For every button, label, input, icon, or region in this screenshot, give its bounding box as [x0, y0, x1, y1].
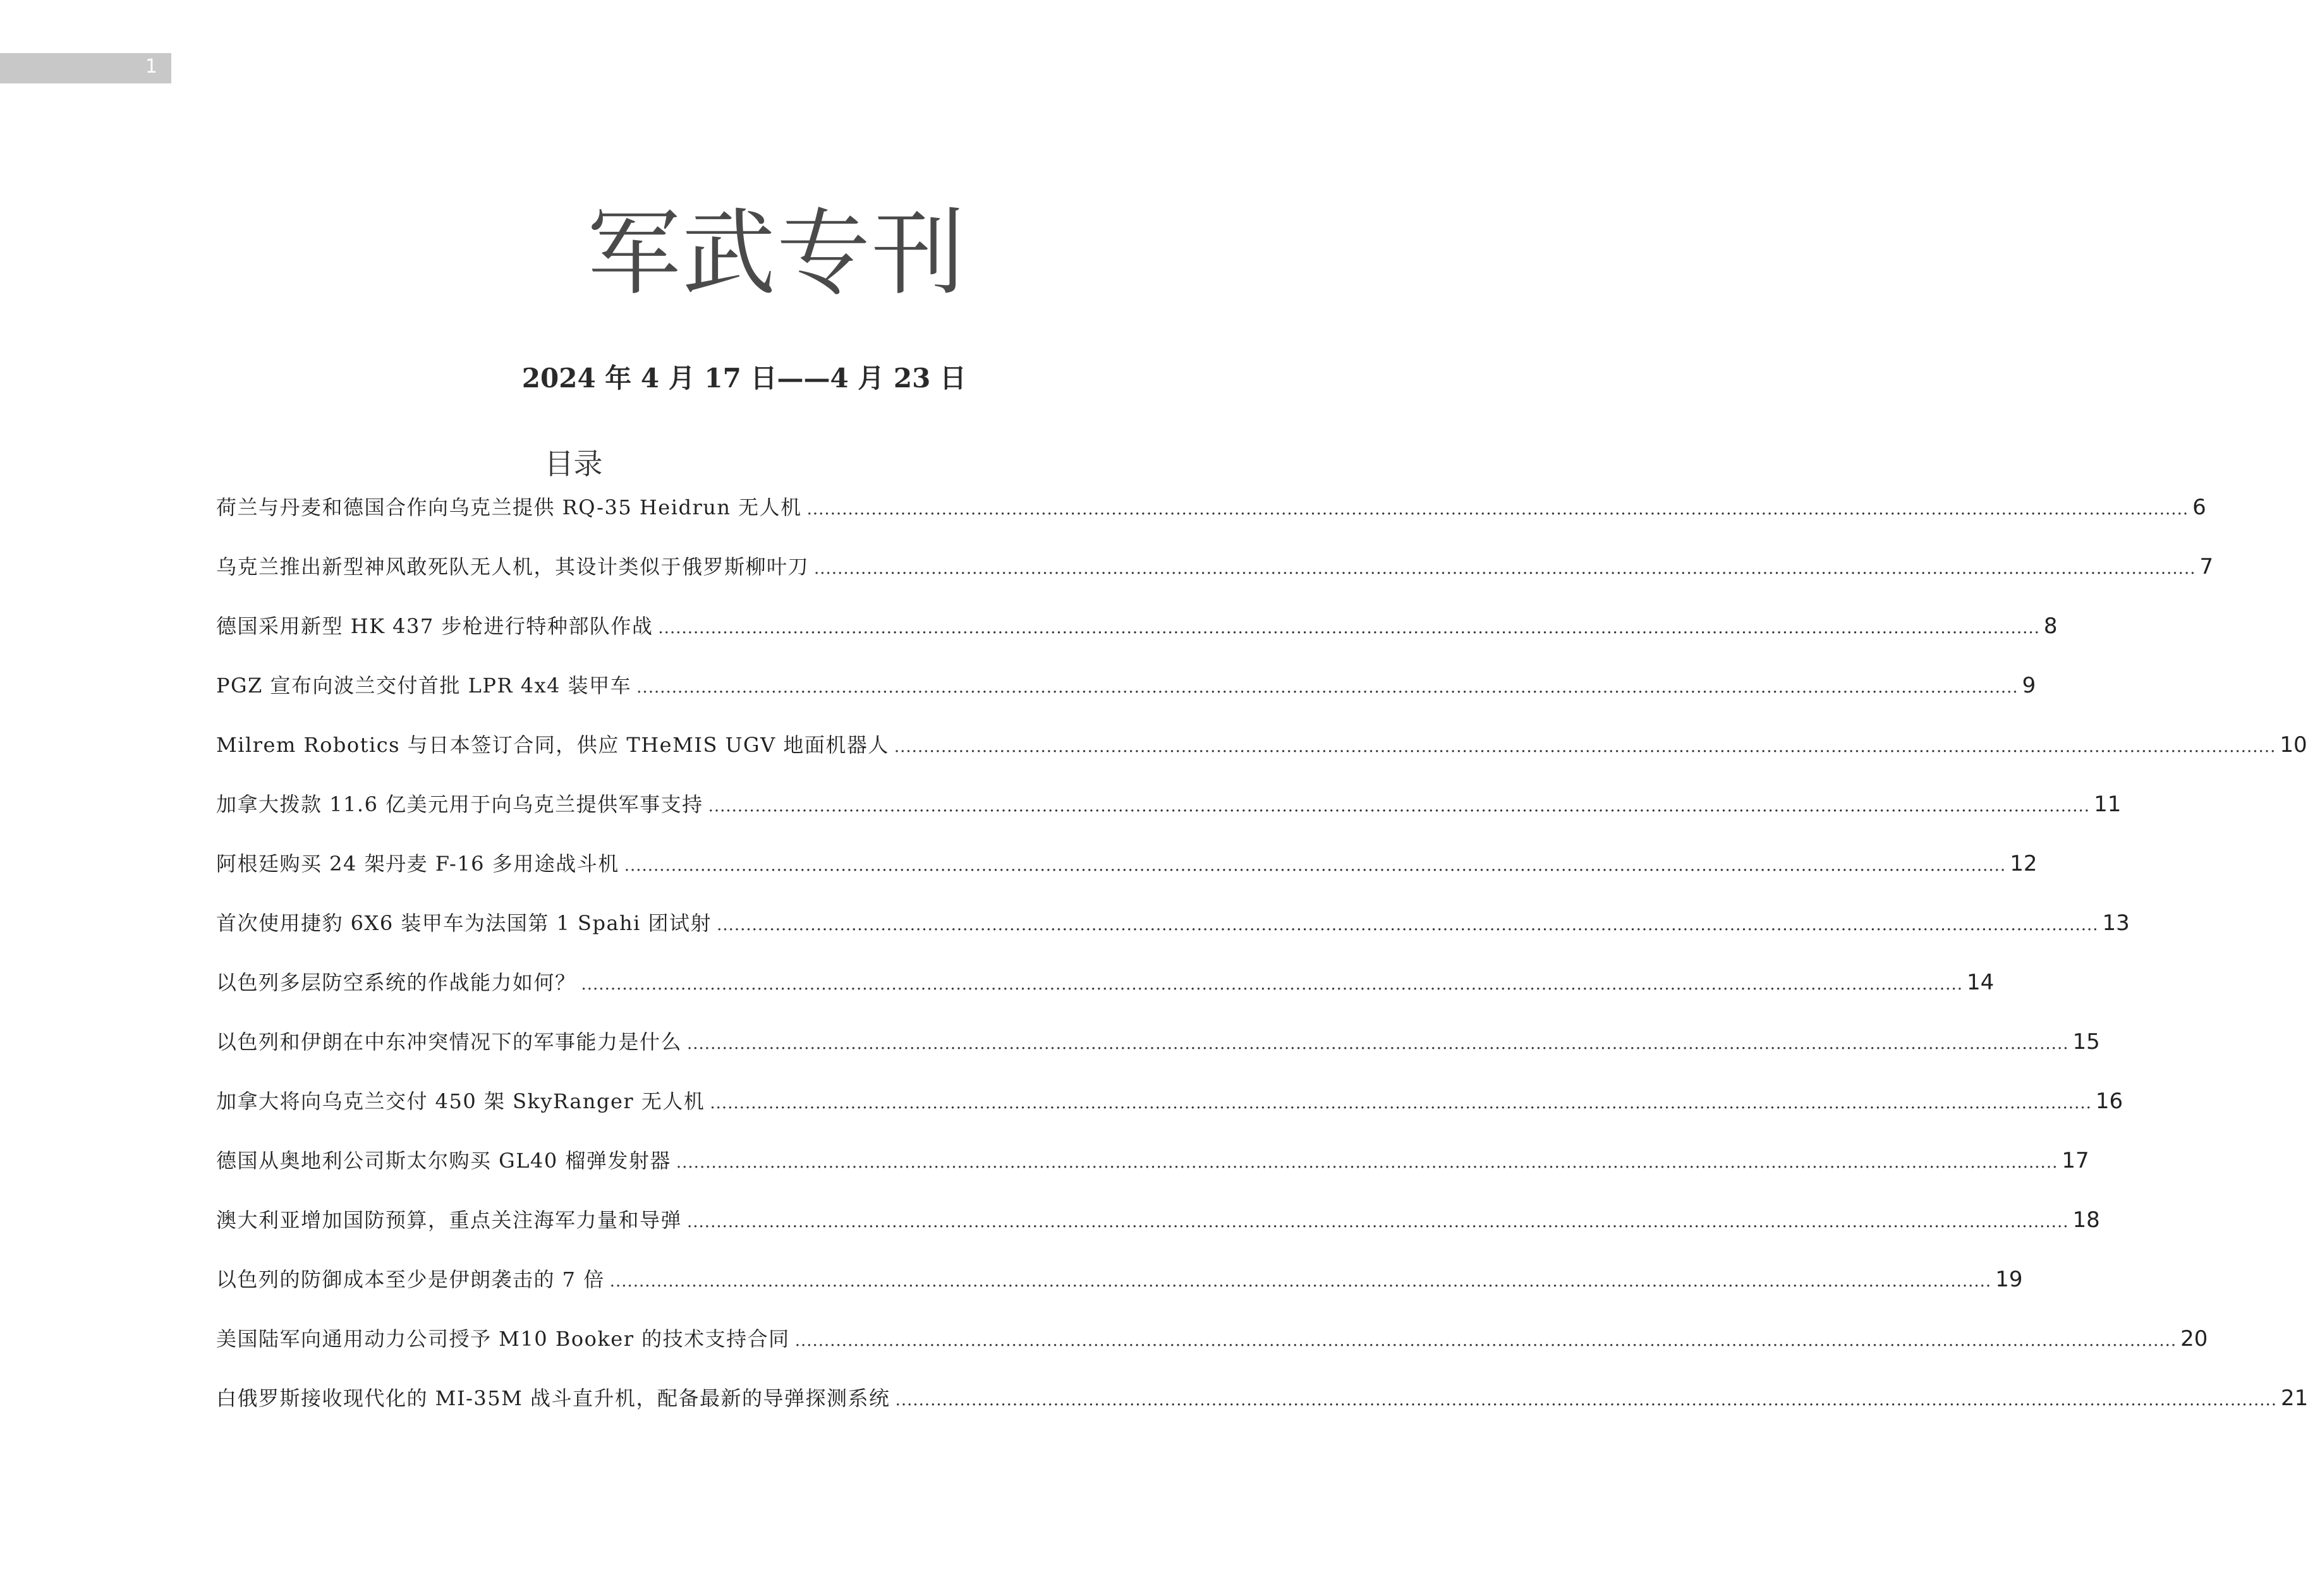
toc-entry[interactable] — [216, 1085, 2123, 1145]
toc-entry[interactable] — [216, 848, 2038, 907]
table-of-contents — [216, 492, 2308, 1442]
toc-entry-title: 美国陆军向通用动力公司授予 M10 Booker 的技术支持合同 — [216, 1327, 790, 1351]
toc-entry[interactable] — [216, 907, 2130, 967]
toc-leader-dots — [814, 559, 2196, 578]
page-number: 1 — [145, 56, 157, 78]
toc-entry-page: 15 — [2072, 1029, 2100, 1055]
toc-leader-dots — [581, 975, 1963, 994]
toc-heading: 目录 — [544, 447, 603, 481]
toc-leader-dots — [624, 856, 2006, 875]
toc-entry-page: 21 — [2281, 1386, 2308, 1411]
toc-entry-page: 17 — [2062, 1148, 2089, 1173]
toc-leader-dots — [717, 916, 2098, 934]
toc-entry-page: 12 — [2010, 851, 2038, 876]
toc-leader-dots — [687, 1034, 2068, 1053]
toc-leader-dots — [610, 1272, 1991, 1291]
toc-entry-title: 德国从奥地利公司斯太尔购买 GL40 榴弹发射器 — [216, 1149, 671, 1173]
toc-entry[interactable] — [216, 789, 2122, 848]
toc-entry-title: 以色列和伊朗在中东冲突情况下的军事能力是什么 — [216, 1030, 683, 1054]
toc-entry-title: Milrem Robotics 与日本签订合同，供应 THeMIS UGV 地面机器人 — [216, 733, 889, 757]
toc-entry-page: 8 — [2043, 614, 2058, 639]
toc-entry-title: 白俄罗斯接收现代化的 MI-35M 战斗直升机，配备最新的导弹探测系统 — [216, 1386, 890, 1410]
toc-entry-page: 6 — [2192, 495, 2206, 520]
toc-entry-page: 20 — [2180, 1326, 2208, 1351]
toc-leader-dots — [896, 1391, 2277, 1410]
toc-entry[interactable] — [216, 492, 2206, 551]
toc-entry-title: 德国采用新型 HK 437 步枪进行特种部队作战 — [216, 614, 653, 638]
toc-entry[interactable] — [216, 967, 1995, 1026]
toc-entry[interactable] — [216, 1145, 2089, 1204]
toc-entry-title: 乌克兰推出新型神风敢死队无人机，其设计类似于俄罗斯柳叶刀 — [216, 555, 810, 579]
toc-entry-title: 阿根廷购买 24 架丹麦 F-16 多用途战斗机 — [216, 852, 619, 876]
toc-entry-title: 澳大利亚增加国防预算，重点关注海军力量和导弹 — [216, 1208, 683, 1232]
toc-leader-dots — [687, 1212, 2068, 1231]
toc-entry[interactable] — [216, 1026, 2100, 1085]
toc-entry-page: 14 — [1966, 970, 1995, 995]
toc-entry[interactable] — [216, 729, 2307, 789]
toc-entry-page: 11 — [2094, 792, 2122, 817]
toc-entry-page: 9 — [2022, 673, 2036, 698]
toc-leader-dots — [795, 1331, 2177, 1350]
toc-entry[interactable] — [216, 1204, 2100, 1264]
toc-leader-dots — [807, 500, 2189, 519]
toc-leader-dots — [708, 797, 2090, 816]
toc-entry-page: 13 — [2102, 910, 2130, 936]
toc-entry-title: 以色列多层防空系统的作战能力如何？ — [216, 970, 576, 994]
toc-entry[interactable] — [216, 551, 2214, 610]
toc-entry-title: 加拿大将向乌克兰交付 450 架 SkyRanger 无人机 — [216, 1089, 705, 1113]
toc-entry-page: 10 — [2280, 732, 2307, 758]
date-range: 2024 年 4 月 17 日——4 月 23 日 — [521, 363, 966, 394]
document-title: 军武专刊 — [587, 199, 966, 308]
toc-entry[interactable] — [216, 1382, 2308, 1442]
toc-entry-title: 荷兰与丹麦和德国合作向乌克兰提供 RQ-35 Heidrun 无人机 — [216, 495, 802, 519]
toc-entry[interactable] — [216, 1323, 2208, 1382]
toc-entry-title: 首次使用捷豹 6X6 装甲车为法国第 1 Spahi 团试射 — [216, 911, 712, 935]
page-number-tab — [0, 53, 171, 83]
toc-entry-page: 16 — [2095, 1089, 2123, 1114]
toc-entry-title: 加拿大拨款 11.6 亿美元用于向乌克兰提供军事支持 — [216, 792, 703, 816]
toc-leader-dots — [894, 737, 2276, 756]
toc-leader-dots — [636, 678, 2018, 697]
toc-entry-page: 7 — [2199, 554, 2214, 579]
toc-entry-title: PGZ 宣布向波兰交付首批 LPR 4x4 装甲车 — [216, 674, 632, 698]
toc-leader-dots — [658, 619, 2039, 638]
toc-entry-page: 18 — [2072, 1207, 2100, 1233]
toc-entry[interactable] — [216, 1264, 2023, 1323]
toc-leader-dots — [710, 1094, 2091, 1113]
toc-entry[interactable] — [216, 610, 2058, 670]
toc-entry-page: 19 — [1995, 1267, 2023, 1292]
toc-entry-title: 以色列的防御成本至少是伊朗袭击的 7 倍 — [216, 1267, 605, 1291]
toc-entry[interactable] — [216, 670, 2036, 729]
toc-leader-dots — [676, 1153, 2058, 1172]
